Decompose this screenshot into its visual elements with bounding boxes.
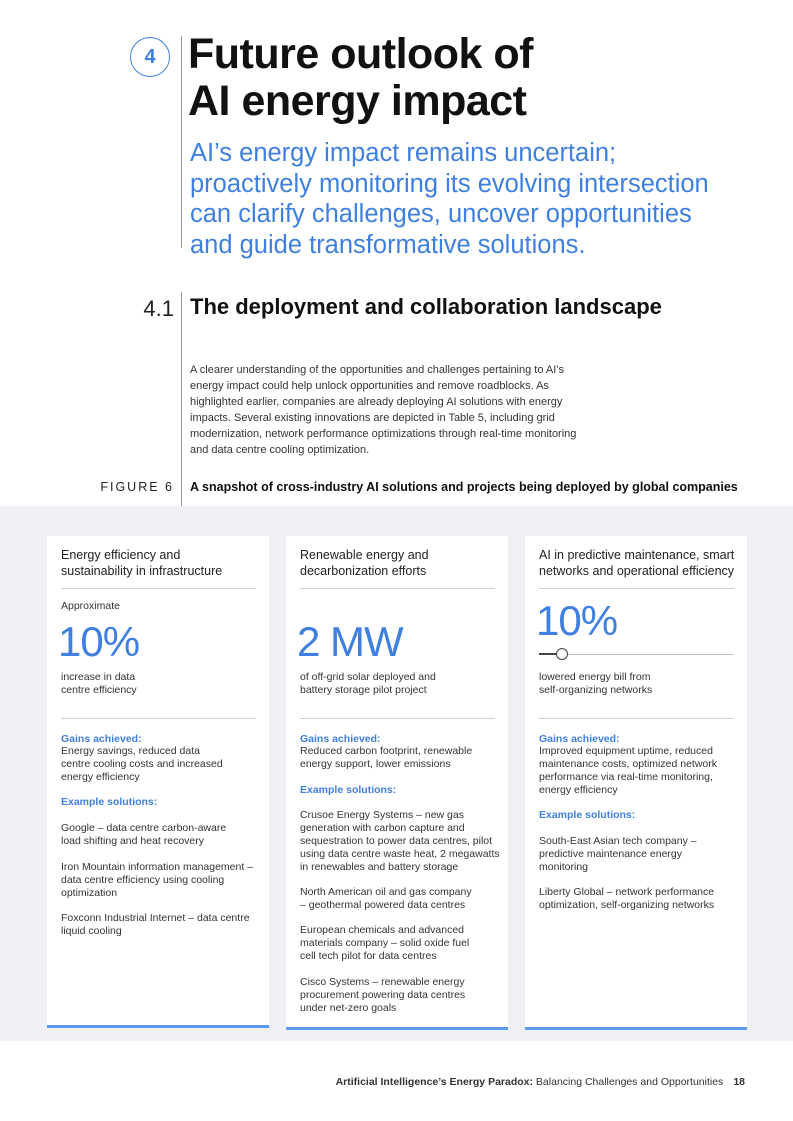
card-title-line: AI in predictive maintenance, smart [539, 548, 735, 562]
body-line: energy impact could help unlock opportunities and remove roadblocks. As [190, 380, 549, 393]
section-body [190, 362, 610, 459]
example-item [300, 886, 505, 912]
footer-title-bold: Artificial Intelligence’s Energy Paradox: [335, 1076, 534, 1088]
card-title-line: decarbonization efforts [300, 564, 427, 578]
stat-value: 10% [536, 597, 618, 644]
header-divider-line [181, 36, 182, 248]
chapter-title-line: AI energy impact [188, 77, 527, 125]
chapter-lede [190, 138, 750, 260]
divider [300, 718, 495, 719]
divider [539, 588, 734, 589]
example-line: Cisco Systems – renewable energy [300, 976, 465, 988]
body-line: modernization, network performance optimizations through real-time monitoring [190, 428, 577, 441]
gains-heading: Gains achieved: [539, 733, 620, 745]
gains-line: energy efficiency [61, 770, 140, 783]
card-title [539, 547, 739, 579]
examples-heading: Example solutions: [61, 796, 158, 808]
example-line: Crusoe Energy Systems – new gas [300, 809, 464, 821]
card-renewable-energy [286, 536, 508, 1030]
example-item [61, 861, 266, 900]
lede-line: and guide transformative solutions. [190, 230, 586, 259]
lede-line: can clarify challenges, uncover opportunities [190, 200, 692, 228]
example-line: monitoring [539, 860, 589, 873]
stat-value: 2 MW [297, 618, 403, 665]
divider [61, 718, 256, 719]
example-item [300, 924, 505, 963]
chapter-number-badge: 4 [130, 37, 170, 77]
example-line: data centre efficiency using cooling [61, 873, 225, 886]
stat-description-line: battery storage pilot project [300, 684, 427, 697]
stat-value: 10% [58, 618, 140, 665]
example-item [61, 822, 266, 848]
example-line: generation with carbon capture and [300, 821, 465, 834]
example-item [539, 886, 744, 912]
footer-title-rest: Balancing Challenges and Opportunities [533, 1076, 724, 1088]
gains-heading: Gains achieved: [61, 733, 142, 745]
card-title-line: sustainability in infrastructure [61, 564, 223, 578]
example-line: – geothermal powered data centres [300, 898, 466, 911]
example-item [61, 912, 266, 938]
page-footer [336, 1076, 745, 1088]
example-item [300, 809, 505, 874]
gains-line: energy efficiency [539, 783, 618, 796]
example-line: optimization [61, 886, 118, 899]
level-track [539, 654, 734, 655]
example-line: optimization, self-organizing networks [539, 898, 715, 911]
card-title [300, 547, 500, 579]
gains-text [61, 745, 266, 784]
card-title [61, 547, 261, 579]
gains-line: centre cooling costs and increased [61, 757, 223, 770]
body-line: impacts. Several existing innovations are depicted in Table 5, including grid [190, 412, 555, 425]
gains-line: Improved equipment uptime, reduced [539, 745, 713, 757]
figure-title: A snapshot of cross-industry AI solutions and projects being deployed by global companies [190, 480, 738, 494]
card-predictive-maintenance [525, 536, 747, 1030]
section-divider-line [181, 292, 182, 506]
card-title-line: Renewable energy and [300, 548, 429, 562]
example-line: Google – data centre carbon-aware [61, 822, 227, 834]
divider [300, 588, 495, 589]
gains-line: performance via real-time monitoring, [539, 770, 713, 783]
gains-line: maintenance costs, optimized network [539, 757, 718, 770]
example-line: under net-zero goals [300, 1001, 397, 1014]
example-line: materials company – solid oxide fuel [300, 936, 470, 949]
level-knob [556, 648, 568, 660]
example-line: cell tech pilot for data centres [300, 949, 437, 962]
body-line: highlighted earlier, companies are already deploying AI solutions with energy [190, 396, 563, 409]
example-item [300, 976, 505, 1015]
gains-line: Energy savings, reduced data [61, 745, 200, 757]
example-line: predictive maintenance energy [539, 847, 683, 860]
section-title: The deployment and collaboration landscape [190, 294, 662, 319]
example-line: Liberty Global – network performance [539, 886, 715, 898]
body-line: and data centre cooling optimization. [190, 444, 370, 457]
example-line: Foxconn Industrial Internet – data centre [61, 912, 250, 924]
example-line: Iron Mountain information management – [61, 861, 254, 873]
figure-label: FIGURE 6 [100, 480, 174, 494]
chapter-title-line: Future outlook of [188, 30, 533, 78]
examples-heading: Example solutions: [539, 809, 636, 821]
stat-description-line: self-organizing networks [539, 684, 653, 697]
card-energy-efficiency [47, 536, 269, 1028]
example-item [539, 835, 744, 874]
example-line: European chemicals and advanced [300, 924, 465, 936]
stat-description [300, 671, 436, 698]
example-line: load shifting and heat recovery [61, 834, 205, 847]
stat-description [61, 671, 137, 698]
stat-description-line: lowered energy bill from [539, 671, 651, 683]
gains-text [539, 745, 744, 797]
gains-line: energy support, lower emissions [300, 757, 451, 770]
example-line: using data centre waste heat, 2 megawatts [300, 847, 500, 860]
gains-text [300, 745, 505, 771]
example-line: in renewables and battery storage [300, 860, 459, 873]
example-line: procurement powering data centres [300, 988, 466, 1001]
example-line: South-East Asian tech company – [539, 835, 697, 847]
chapter-title [188, 31, 748, 125]
example-line: North American oil and gas company [300, 886, 472, 898]
lede-line: proactively monitoring its evolving intersection [190, 169, 709, 198]
stat-description-line: increase in data [61, 671, 136, 683]
gains-line: Reduced carbon footprint, renewable [300, 745, 473, 757]
card-title-line: networks and operational efficiency [539, 564, 735, 578]
page-number: 18 [733, 1076, 745, 1088]
stat-description-line: of off-grid solar deployed and [300, 671, 436, 683]
example-line: liquid cooling [61, 924, 122, 937]
section-number: 4.1 [143, 296, 174, 321]
divider [539, 718, 734, 719]
divider [61, 588, 256, 589]
stat-prefix: Approximate [61, 600, 120, 612]
example-line: sequestration to power data centres, pilot [300, 834, 493, 847]
stat-description-line: centre efficiency [61, 684, 137, 697]
card-title-line: Energy efficiency and [61, 548, 181, 562]
gains-heading: Gains achieved: [300, 733, 381, 745]
stat-description [539, 671, 652, 698]
lede-line: AI’s energy impact remains uncertain; [190, 139, 617, 167]
body-line: A clearer understanding of the opportunities and challenges pertaining to AI’s [190, 364, 565, 376]
examples-heading: Example solutions: [300, 784, 397, 796]
